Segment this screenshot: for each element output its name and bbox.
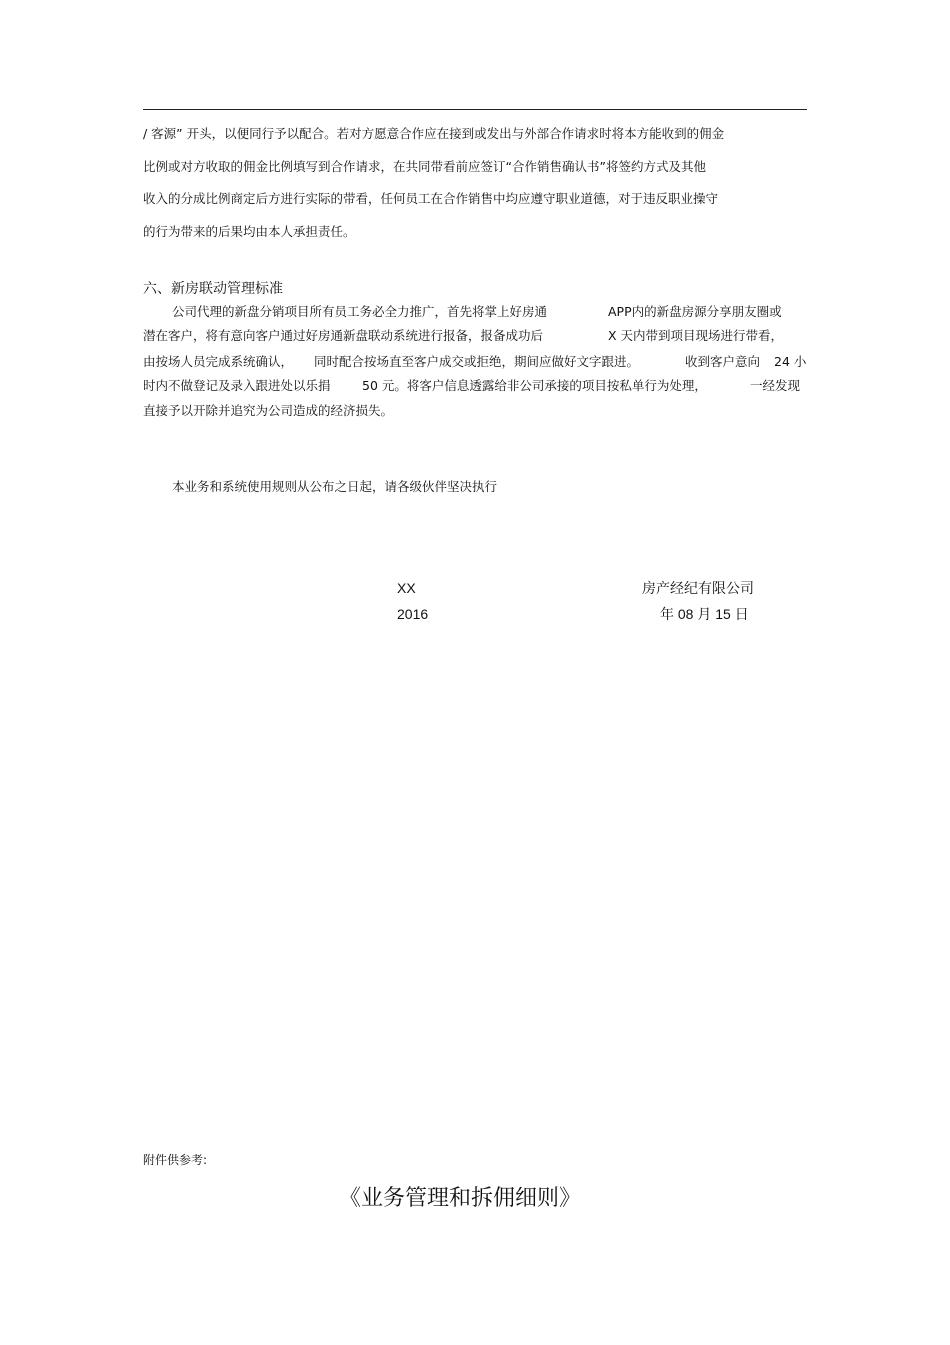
date-month-day: 年 08 月 15 日 (660, 606, 749, 622)
paragraph-segment: 直接予以开除并追究为公司造成的经济损失。 (143, 403, 394, 418)
paragraph-segment: 收到客户意向 (685, 354, 761, 369)
paragraph-segment: 同时配合按场直至客户成交或拒绝，期间应做好文字跟进。 (314, 354, 640, 369)
closing-statement: 本业务和系统使用规则从公布之日起，请各级伙伴坚决执行 (172, 479, 498, 494)
paragraph-segment: 由按场人员完成系统确认， (143, 354, 294, 369)
paragraph-segment: 24 小 (774, 354, 807, 369)
date-year: 2016 (397, 606, 429, 622)
paragraph-line: 的行为带来的后果均由本人承担责任。 (143, 224, 356, 239)
paragraph-segment: APP内的新盘房源分享朋友圈或 (608, 304, 782, 319)
section-heading: 六、新房联动管理标准 (143, 281, 283, 297)
paragraph-segment: 潜在客户，将有意向客户通过好房通新盘联动系统进行报备，报备成功后 (143, 328, 544, 343)
company-prefix: XX (397, 580, 416, 596)
attachment-title: 《业务管理和拆佣细则》 (338, 1186, 581, 1211)
company-name: 房产经纪有限公司 (642, 580, 754, 596)
paragraph-segment: 50 元。将客户信息透露给非公司承接的项目按私单行为处理， (362, 378, 707, 393)
paragraph-segment: 时内不做登记及录入跟进处以乐捐 (143, 378, 331, 393)
header-rule (143, 109, 807, 110)
attachment-note: 附件供参考: (143, 1153, 208, 1167)
paragraph-segment: 一经发现 (750, 378, 801, 393)
paragraph-segment: 公司代理的新盘分销项目所有员工务必全力推广，首先将掌上好房通 (172, 304, 548, 319)
paragraph-segment: X 天内带到项目现场进行带看， (608, 328, 784, 343)
paragraph-line: 比例或对方收取的佣金比例填写到合作请求，在共同带看前应签订“合作销售确认书”将签约方式及其他 (143, 159, 706, 174)
paragraph-line: / 客源” 开头，以便同行予以配合。若对方愿意合作应在接到或发出与外部合作请求时将本方能收到的佣金 (143, 126, 725, 141)
paragraph-line: 收入的分成比例商定后方进行实际的带看，任何员工在合作销售中均应遵守职业道德，对于违反职业操守 (143, 191, 719, 206)
